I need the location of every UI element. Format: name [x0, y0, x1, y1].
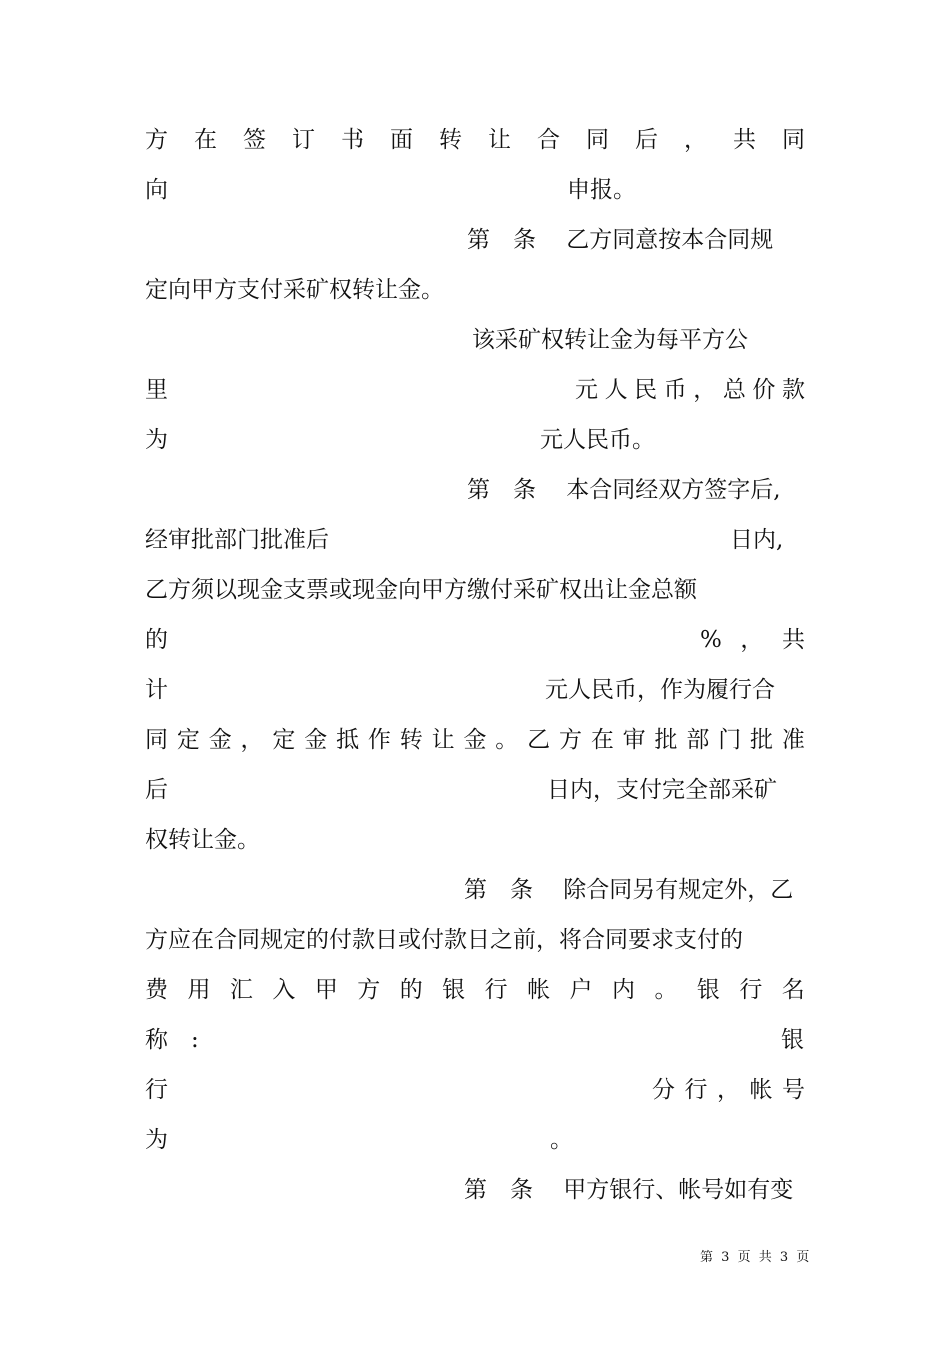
char: 。 [654, 977, 678, 1003]
text-line: 该采矿权转让金为每平方公 [472, 327, 748, 353]
text-segment: 计 [145, 677, 168, 703]
char: 帐 [749, 1077, 773, 1103]
char: 在 [194, 127, 217, 153]
clause-heading: 第 条 乙方同意按本合同规 [467, 227, 774, 253]
char: 共 [781, 627, 805, 653]
total-page-number: 3 [779, 1250, 789, 1265]
char: 汇 [229, 977, 253, 1003]
char: 定 [272, 727, 296, 753]
text-segment: 日内，支付完全部采矿 [547, 777, 777, 803]
char: 转 [439, 127, 462, 153]
char: 同 [586, 127, 609, 153]
char: 审 [622, 727, 646, 753]
text-segment: 申报。 [567, 177, 636, 203]
char: 书 [341, 127, 364, 153]
text-segment: 为 [145, 1127, 168, 1153]
char: 作 [367, 727, 391, 753]
text-segment: 日内, [730, 527, 784, 553]
char: 。 [495, 727, 519, 753]
text-line: 权转让金。 [145, 827, 260, 853]
char: 名 [781, 977, 805, 1003]
clause-heading: 第 条 甲方银行、帐号如有变 [464, 1177, 794, 1203]
text-line: 方应在合同规定的付款日或付款日之前，将合同要求支付的 [145, 927, 743, 953]
char: 民 [634, 377, 658, 403]
char: 在 [590, 727, 614, 753]
text-segment: 向 [145, 177, 168, 203]
char: 的 [399, 977, 423, 1003]
char: 门 [718, 727, 742, 753]
text-line [145, 725, 805, 755]
page-footer [700, 1250, 813, 1266]
char: ， [717, 1077, 740, 1103]
char: 抵 [336, 727, 360, 753]
text-segment: 元人民币。 [540, 427, 655, 453]
char: 币 [663, 377, 687, 403]
char: 行 [739, 977, 763, 1003]
char: 款 [781, 377, 805, 403]
char: 入 [272, 977, 296, 1003]
char: 号 [782, 1077, 805, 1103]
char: 订 [292, 127, 315, 153]
text-segment [575, 375, 805, 405]
text-segment: 行 [145, 1077, 168, 1103]
char: 批 [750, 727, 774, 753]
char: 部 [686, 727, 710, 753]
text-segment [700, 625, 805, 655]
text-line [145, 975, 805, 1005]
char: 转 [399, 727, 423, 753]
char: ， [740, 627, 764, 653]
char: 费 [145, 977, 168, 1003]
char: ， [693, 377, 717, 403]
text-segment: 的 [145, 627, 168, 653]
text-segment: 后 [145, 777, 168, 803]
text-line: 定向甲方支付采矿权转让金。 [145, 277, 444, 303]
char: 行 [484, 977, 508, 1003]
char: 用 [187, 977, 211, 1003]
char: 人 [604, 377, 628, 403]
char: ， [240, 727, 264, 753]
char: 方 [558, 727, 582, 753]
text-segment: 。 [550, 1127, 573, 1153]
char: 银 [696, 977, 720, 1003]
char: 准 [781, 727, 805, 753]
char: 后 [635, 127, 658, 153]
char: 户 [569, 977, 593, 1003]
char: 乙 [527, 727, 551, 753]
char: 分 [652, 1077, 675, 1103]
text-segment: 元人民币，作为履行合 [545, 677, 775, 703]
char: 内 [611, 977, 635, 1003]
char: 方 [145, 127, 168, 153]
char: 甲 [314, 977, 338, 1003]
char: 同 [782, 127, 805, 153]
clause-heading: 第 条 除合同另有规定外，乙 [464, 877, 794, 903]
footer-text: 第 [700, 1250, 714, 1265]
text-segment: 里 [145, 377, 168, 403]
text-segment: 银 [781, 1027, 804, 1053]
current-page-number: 3 [721, 1250, 730, 1265]
char: 银 [442, 977, 466, 1003]
char: 签 [243, 127, 266, 153]
char: 让 [431, 727, 455, 753]
char: 元 [575, 377, 598, 403]
char: 同 [145, 727, 168, 753]
text-line [145, 125, 805, 155]
char: 金 [208, 727, 232, 753]
clause-heading: 第 条 本合同经双方签字后, [467, 477, 781, 503]
text-segment: 为 [145, 427, 168, 453]
char: 共 [733, 127, 756, 153]
char: 批 [654, 727, 678, 753]
text-segment [652, 1075, 805, 1105]
char: 金 [463, 727, 487, 753]
text-line: 乙方须以现金支票或现金向甲方缴付采矿权出让金总额 [145, 577, 697, 603]
text-segment: 经审批部门批准后 [145, 527, 329, 553]
char: 行 [684, 1077, 708, 1103]
char: 总 [722, 377, 746, 403]
footer-text: 页 [796, 1250, 810, 1265]
char: 金 [304, 727, 328, 753]
char: 让 [488, 127, 511, 153]
char: 面 [390, 127, 413, 153]
text-segment: 称 : [145, 1027, 199, 1053]
footer-text: 页 [737, 1250, 751, 1265]
char: ， [684, 127, 707, 153]
char: 定 [176, 727, 200, 753]
char: 帐 [527, 977, 551, 1003]
char: 合 [537, 127, 560, 153]
char: 价 [752, 377, 776, 403]
char: % [700, 627, 722, 653]
footer-text: 共 [758, 1250, 772, 1265]
char: 方 [357, 977, 381, 1003]
